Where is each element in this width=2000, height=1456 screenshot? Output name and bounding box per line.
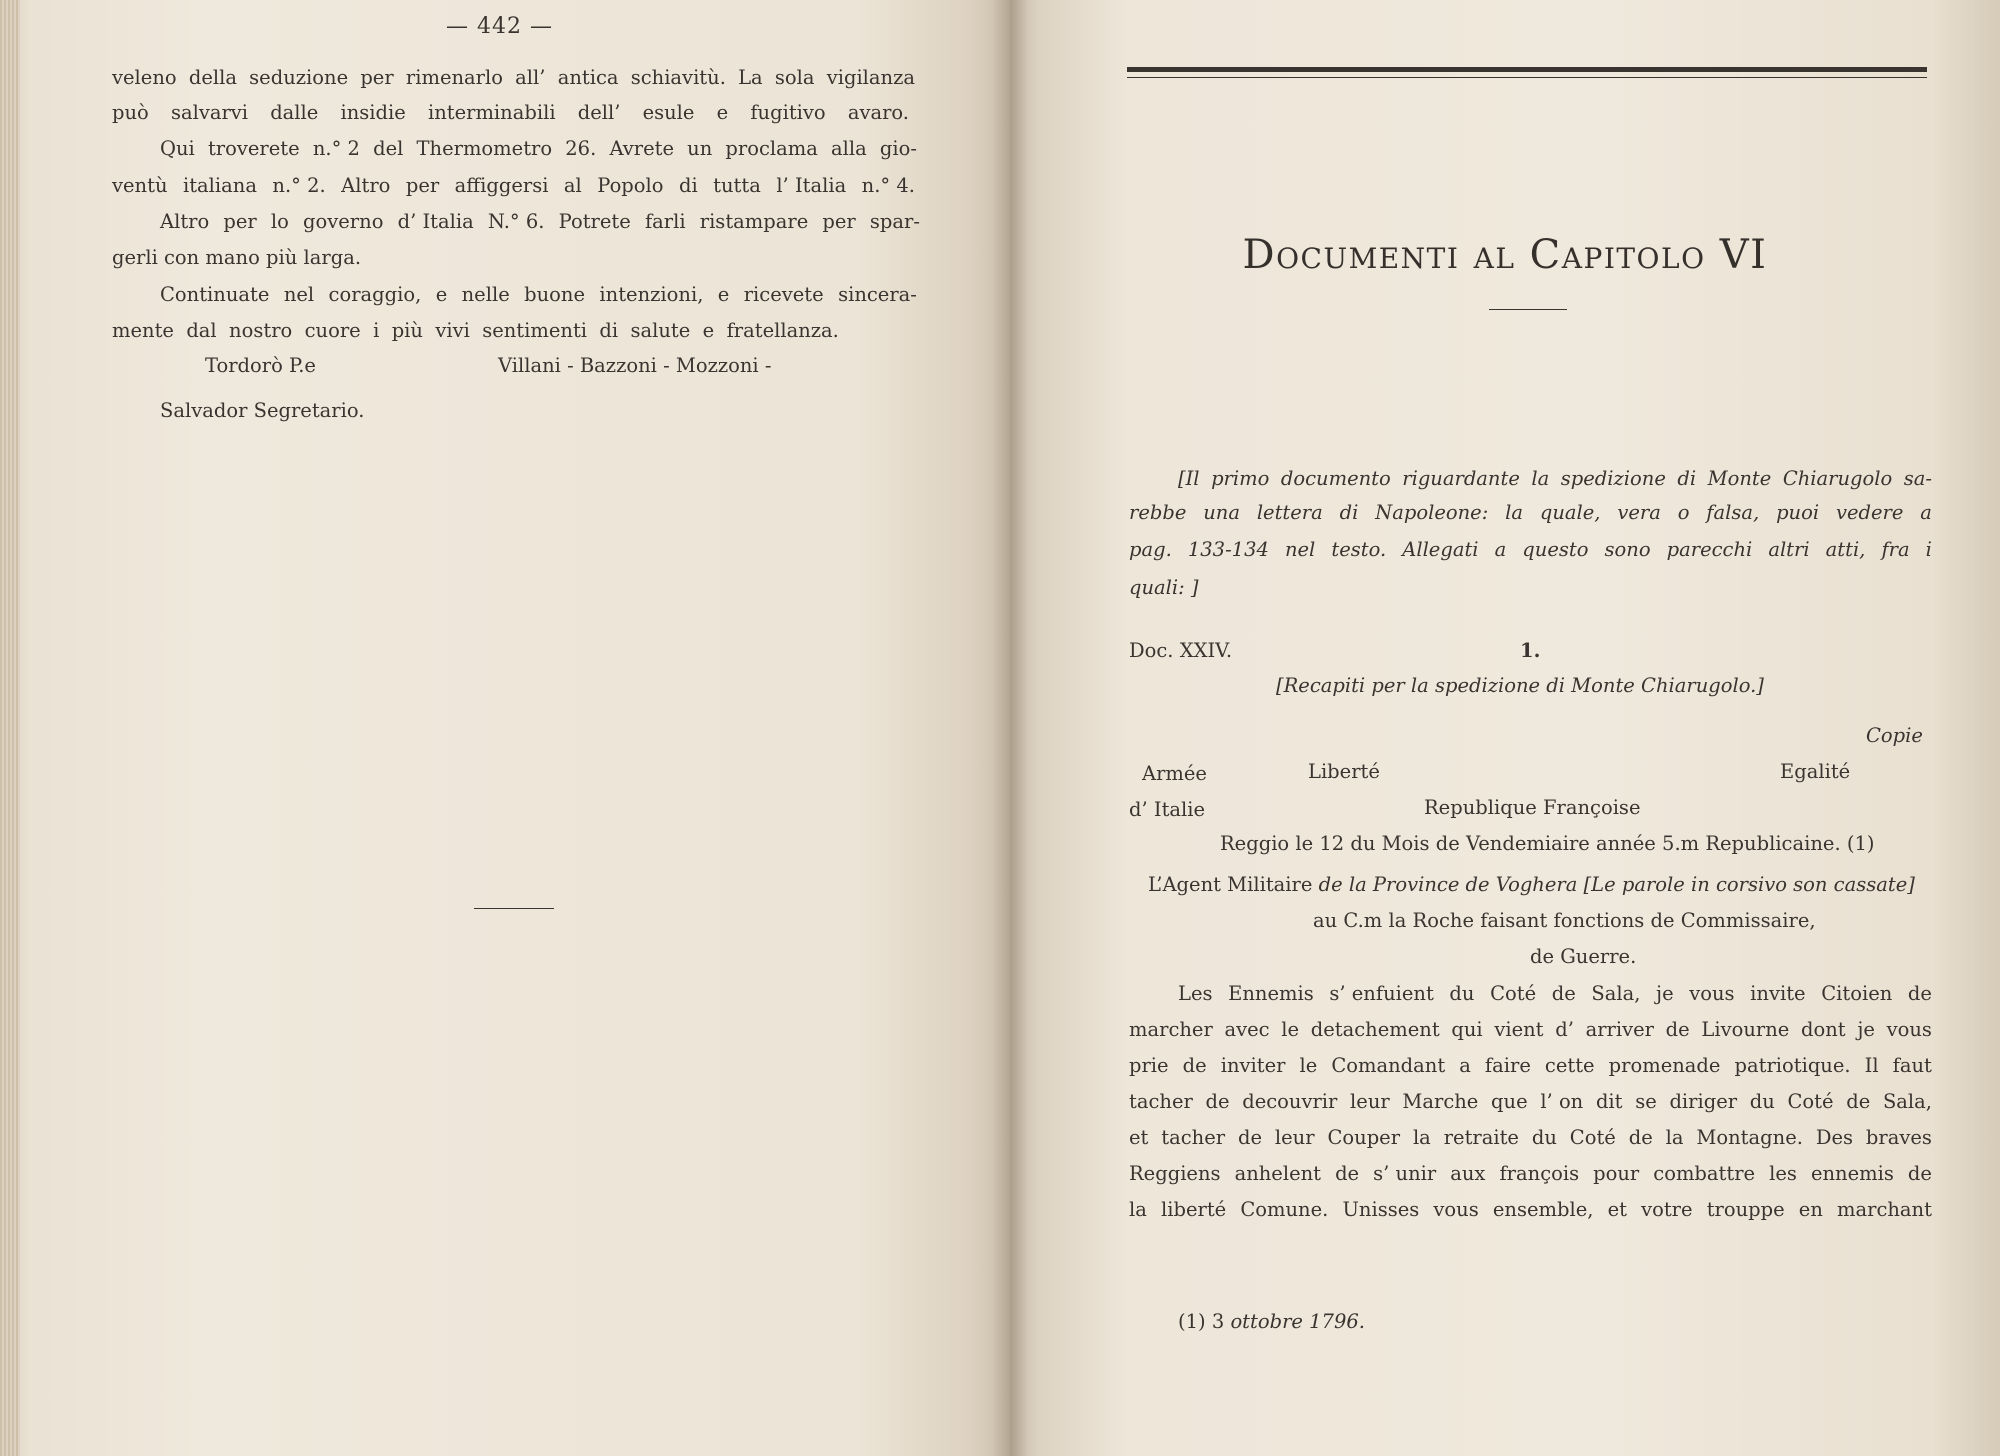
- word: Ennemis: [1228, 982, 1314, 1005]
- word: primo: [1211, 467, 1270, 490]
- word: o: [1677, 501, 1690, 524]
- word: Allegati: [1402, 538, 1479, 561]
- word: la: [1665, 1126, 1684, 1149]
- armee-label: Armée: [1142, 762, 1207, 785]
- text-line: [160, 209, 920, 235]
- word: parecchi: [1666, 538, 1753, 561]
- word: dell’: [577, 101, 621, 124]
- word: d’ Italia: [397, 210, 474, 233]
- word: de: [1237, 1126, 1263, 1149]
- word: Altro: [160, 210, 210, 233]
- word: Sala,: [1591, 982, 1641, 1005]
- text-line: [160, 136, 917, 162]
- word: spar-: [869, 210, 920, 233]
- word: tacher: [1161, 1126, 1226, 1149]
- word: et: [1129, 1126, 1149, 1149]
- title-rule: [1489, 309, 1567, 310]
- word: falsa,: [1706, 501, 1760, 524]
- word: nelle: [461, 283, 510, 306]
- word: vous: [1433, 1198, 1479, 1221]
- word: de: [1182, 1054, 1207, 1077]
- word: più: [391, 319, 423, 342]
- word: la: [1412, 1126, 1431, 1149]
- word: coraggio,: [328, 283, 422, 306]
- word: Des: [1815, 1126, 1854, 1149]
- word: dit: [1595, 1090, 1623, 1113]
- text-line: [112, 245, 361, 271]
- word: documento: [1280, 467, 1391, 490]
- word: buone: [524, 283, 586, 306]
- word: schiavitù.: [630, 66, 726, 89]
- footnote-text: ottobre 1796.: [1230, 1310, 1365, 1333]
- word: fugitivo: [750, 101, 826, 124]
- word: i: [1925, 538, 1932, 561]
- word: alla: [831, 137, 867, 160]
- word: seduzione: [249, 66, 349, 89]
- word: Comandant: [1331, 1054, 1446, 1077]
- word: affiggersi: [454, 174, 549, 197]
- word: cette: [1544, 1054, 1595, 1077]
- word: al: [563, 174, 582, 197]
- word: rebbe: [1129, 501, 1187, 524]
- word: esule: [642, 101, 695, 124]
- word: sentimenti: [482, 319, 588, 342]
- word: all’: [515, 66, 546, 89]
- word: patriotique.: [1734, 1054, 1851, 1077]
- word: Les: [1178, 982, 1213, 1005]
- word: de: [1335, 1162, 1360, 1185]
- word: 133-134: [1187, 538, 1269, 561]
- word: l’ Italia: [776, 174, 847, 197]
- text-line: [112, 318, 839, 344]
- word: governo: [303, 210, 384, 233]
- word: gerli con mano più larga.: [112, 246, 362, 269]
- word: i: [373, 319, 380, 342]
- word: antica: [557, 66, 619, 89]
- word: lettera: [1256, 501, 1323, 524]
- word: de: [1551, 982, 1576, 1005]
- text-line: [1129, 1017, 1932, 1043]
- text-line: [1178, 981, 1932, 1007]
- word: vous: [1886, 1018, 1932, 1041]
- word: Livourne: [1701, 1018, 1790, 1041]
- word: decouvrir: [1242, 1090, 1338, 1113]
- word: nostro: [229, 319, 293, 342]
- word: trouppe: [1706, 1198, 1785, 1221]
- word: può: [112, 101, 149, 124]
- word: per: [405, 174, 440, 197]
- word: sa-: [1903, 467, 1932, 490]
- page-edge-texture: [0, 0, 20, 1456]
- word: qui: [1451, 1018, 1483, 1041]
- word: di: [599, 319, 619, 342]
- word: diriger: [1669, 1090, 1738, 1113]
- word: farli: [644, 210, 686, 233]
- book-gutter-shadow: [1010, 0, 1028, 1456]
- word: prie: [1129, 1054, 1169, 1077]
- word: Altro: [341, 174, 391, 197]
- word: avec: [1224, 1018, 1270, 1041]
- word: dalle: [270, 101, 319, 124]
- word: veleno: [112, 66, 177, 89]
- word: riguardante: [1402, 467, 1520, 490]
- text-line: [112, 173, 915, 199]
- word: le: [1299, 1054, 1318, 1077]
- word: ristampare: [699, 210, 809, 233]
- word: du: [1531, 1126, 1557, 1149]
- text-line: [112, 100, 909, 126]
- word: rimenarlo: [405, 66, 503, 89]
- word: de: [1907, 982, 1932, 1005]
- word: un: [687, 137, 713, 160]
- word: di: [678, 174, 698, 197]
- word: Potrete: [558, 210, 631, 233]
- word: s’ unir: [1373, 1162, 1437, 1185]
- word: liberté: [1161, 1198, 1227, 1221]
- word: Chiarugolo: [1782, 467, 1893, 490]
- au-line: au C.m la Roche faisant fonctions de Commissaire,: [1313, 909, 1816, 932]
- word: per: [223, 210, 257, 233]
- word: anhelent: [1234, 1162, 1322, 1185]
- word: quale,: [1539, 501, 1601, 524]
- word: combattre: [1653, 1162, 1756, 1185]
- word: le: [1281, 1018, 1300, 1041]
- word: italiana: [182, 174, 257, 197]
- word: je: [1656, 982, 1674, 1005]
- word: questo: [1522, 538, 1589, 561]
- word: tacher: [1129, 1090, 1193, 1113]
- word: pour: [1593, 1162, 1640, 1185]
- word: n.° 2.: [272, 174, 326, 197]
- word: promenade: [1608, 1054, 1721, 1077]
- word: Coté: [1569, 1126, 1616, 1149]
- word: de: [1628, 1126, 1653, 1149]
- word: invite: [1750, 982, 1806, 1005]
- liberte-label: Liberté: [1308, 760, 1380, 783]
- word: Reggiens: [1129, 1162, 1221, 1185]
- word: faut: [1892, 1054, 1932, 1077]
- word: fratellanza.: [726, 319, 839, 342]
- word: avaro.: [847, 101, 909, 124]
- word: tutta: [713, 174, 761, 197]
- word: [Il: [1178, 467, 1200, 490]
- word: lo: [270, 210, 289, 233]
- footnote-number: (1) 3: [1178, 1310, 1225, 1333]
- word: braves: [1865, 1126, 1932, 1149]
- agent-line: [1148, 872, 1915, 898]
- word: de: [1665, 1018, 1690, 1041]
- reggio-line: Reggio le 12 du Mois de Vendemiaire année 5.m Republicaine. (1): [1220, 832, 1875, 855]
- word: insidie: [340, 101, 406, 124]
- word: di: [1677, 467, 1697, 490]
- word: vous: [1689, 982, 1735, 1005]
- word: una: [1203, 501, 1240, 524]
- page-number: — 442 —: [446, 14, 553, 39]
- word: marcher: [1129, 1018, 1213, 1041]
- word: di: [1339, 501, 1359, 524]
- egalite-label: Egalité: [1780, 760, 1851, 783]
- word: intenzioni,: [599, 283, 704, 306]
- signature-secretary: Salvador Segretario.: [160, 399, 365, 422]
- word: de: [1846, 1090, 1871, 1113]
- word: s’ enfuient: [1329, 982, 1434, 1005]
- word: e: [702, 319, 715, 342]
- chapter-title: Documenti al Capitolo VI: [1242, 232, 1768, 278]
- republique-label: Republique Françoise: [1424, 796, 1641, 819]
- word: per: [822, 210, 856, 233]
- word: et: [1607, 1198, 1627, 1221]
- word: cuore: [304, 319, 361, 342]
- agent-prefix: L’Agent Militaire: [1148, 873, 1313, 896]
- footnote: [1178, 1309, 1365, 1335]
- word: Avrete: [609, 137, 674, 160]
- word: altri: [1768, 538, 1810, 561]
- word: salvarvi: [170, 101, 249, 124]
- word: la: [1505, 501, 1523, 524]
- text-line: [1129, 575, 1199, 601]
- word: e: [717, 283, 730, 306]
- text-line: [1129, 1161, 1932, 1187]
- word: n.° 2: [312, 137, 360, 160]
- word: inviter: [1220, 1054, 1286, 1077]
- word: detachement: [1310, 1018, 1440, 1041]
- word: dont: [1801, 1018, 1846, 1041]
- doc-subtitle: [Recapiti per la spedizione di Monte Chiarugolo.]: [1276, 674, 1764, 697]
- signature-president: Tordorò P.e: [205, 354, 316, 377]
- word: Continuate: [160, 283, 270, 306]
- header-rule-thin: [1127, 77, 1927, 78]
- word: vedere: [1835, 501, 1904, 524]
- word: marchant: [1837, 1198, 1932, 1221]
- guerre-line: de Guerre.: [1530, 945, 1637, 968]
- agent-italic: de la Province de Voghera: [1318, 873, 1578, 896]
- word: del: [373, 137, 404, 160]
- word: ennemis: [1810, 1162, 1894, 1185]
- text-line: [1129, 1053, 1932, 1079]
- word: nel: [1284, 538, 1316, 561]
- word: du: [1449, 982, 1475, 1005]
- word: sola: [774, 66, 815, 89]
- word: Unisses: [1342, 1198, 1420, 1221]
- word: sono: [1604, 538, 1651, 561]
- word: Popolo: [597, 174, 664, 197]
- doc-label: Doc. XXIV.: [1129, 639, 1233, 662]
- word: gio-: [879, 137, 917, 160]
- end-rule: [474, 908, 554, 909]
- word: les: [1769, 1162, 1797, 1185]
- text-line: [1129, 537, 1932, 563]
- book-gutter-shadow: [992, 0, 1010, 1456]
- word: atti,: [1825, 538, 1866, 561]
- word: de: [1907, 1162, 1932, 1185]
- word: en: [1798, 1198, 1823, 1221]
- word: per: [360, 66, 394, 89]
- word: retraite: [1443, 1126, 1519, 1149]
- text-line: [1129, 1125, 1932, 1151]
- word: françois: [1499, 1162, 1580, 1185]
- signature-members: Villani - Bazzoni - Mozzoni -: [498, 354, 772, 377]
- word: du: [1749, 1090, 1775, 1113]
- word: faire: [1484, 1054, 1531, 1077]
- word: la: [1531, 467, 1550, 490]
- word: se: [1635, 1090, 1657, 1113]
- word: ricevete: [743, 283, 824, 306]
- word: ventù: [112, 174, 168, 197]
- word: Coté: [1490, 982, 1537, 1005]
- word: Qui: [160, 137, 195, 160]
- right-page: [1010, 0, 2000, 1456]
- word: Citoien: [1821, 982, 1893, 1005]
- ditalie-label: d’ Italie: [1129, 798, 1206, 821]
- word: della: [188, 66, 237, 89]
- text-line: [1178, 466, 1932, 492]
- word: a: [1459, 1054, 1471, 1077]
- text-line: [1129, 500, 1932, 526]
- word: pag.: [1129, 538, 1172, 561]
- word: arriver: [1585, 1018, 1654, 1041]
- word: vigilanza: [826, 66, 915, 89]
- word: salute: [630, 319, 691, 342]
- word: puoi: [1776, 501, 1820, 524]
- word: Comune.: [1240, 1198, 1329, 1221]
- text-line: [160, 282, 917, 308]
- word: fra: [1881, 538, 1910, 561]
- word: troverete: [207, 137, 300, 160]
- word: leur: [1350, 1090, 1390, 1113]
- word: aux: [1450, 1162, 1486, 1185]
- word: Couper: [1327, 1126, 1401, 1149]
- word: vient: [1494, 1018, 1544, 1041]
- word: testo.: [1331, 538, 1387, 561]
- word: Coté: [1787, 1090, 1834, 1113]
- word: Thermometro: [416, 137, 553, 160]
- word: vera: [1617, 501, 1661, 524]
- word: n.° 4.: [861, 174, 915, 197]
- word: spedizione: [1560, 467, 1666, 490]
- word: mente: [112, 319, 174, 342]
- word: interminabili: [427, 101, 556, 124]
- copie-label: Copie: [1866, 724, 1923, 747]
- word: d’: [1555, 1018, 1574, 1041]
- word: Napoleone:: [1375, 501, 1489, 524]
- word: dal: [186, 319, 217, 342]
- word: proclama: [725, 137, 818, 160]
- word: votre: [1641, 1198, 1693, 1221]
- text-line: [1129, 1089, 1932, 1115]
- word: nel: [283, 283, 315, 306]
- word: a: [1494, 538, 1507, 561]
- word: e: [716, 101, 729, 124]
- word: Monte: [1707, 467, 1772, 490]
- word: La: [738, 66, 763, 89]
- doc-number: 1.: [1520, 639, 1541, 662]
- text-line: [1129, 1197, 1932, 1223]
- word: 26.: [565, 137, 597, 160]
- word: Marche: [1402, 1090, 1479, 1113]
- word: Il: [1864, 1054, 1879, 1077]
- word: ensemble,: [1492, 1198, 1594, 1221]
- word: que: [1491, 1090, 1528, 1113]
- agent-note: [Le parole in corsivo son cassate]: [1583, 873, 1915, 896]
- word: a: [1920, 501, 1932, 524]
- word: Montagne.: [1696, 1126, 1803, 1149]
- word: sincera-: [838, 283, 917, 306]
- word: l’ on: [1540, 1090, 1584, 1113]
- word: je: [1857, 1018, 1875, 1041]
- word: de: [1205, 1090, 1230, 1113]
- word: quali: ]: [1129, 576, 1199, 599]
- word: e: [435, 283, 448, 306]
- word: la: [1129, 1198, 1147, 1221]
- word: leur: [1274, 1126, 1315, 1149]
- header-rule-thick: [1127, 67, 1927, 72]
- word: N.° 6.: [487, 210, 545, 233]
- word: vivi: [435, 319, 470, 342]
- word: Sala,: [1882, 1090, 1932, 1113]
- text-line: [112, 65, 915, 91]
